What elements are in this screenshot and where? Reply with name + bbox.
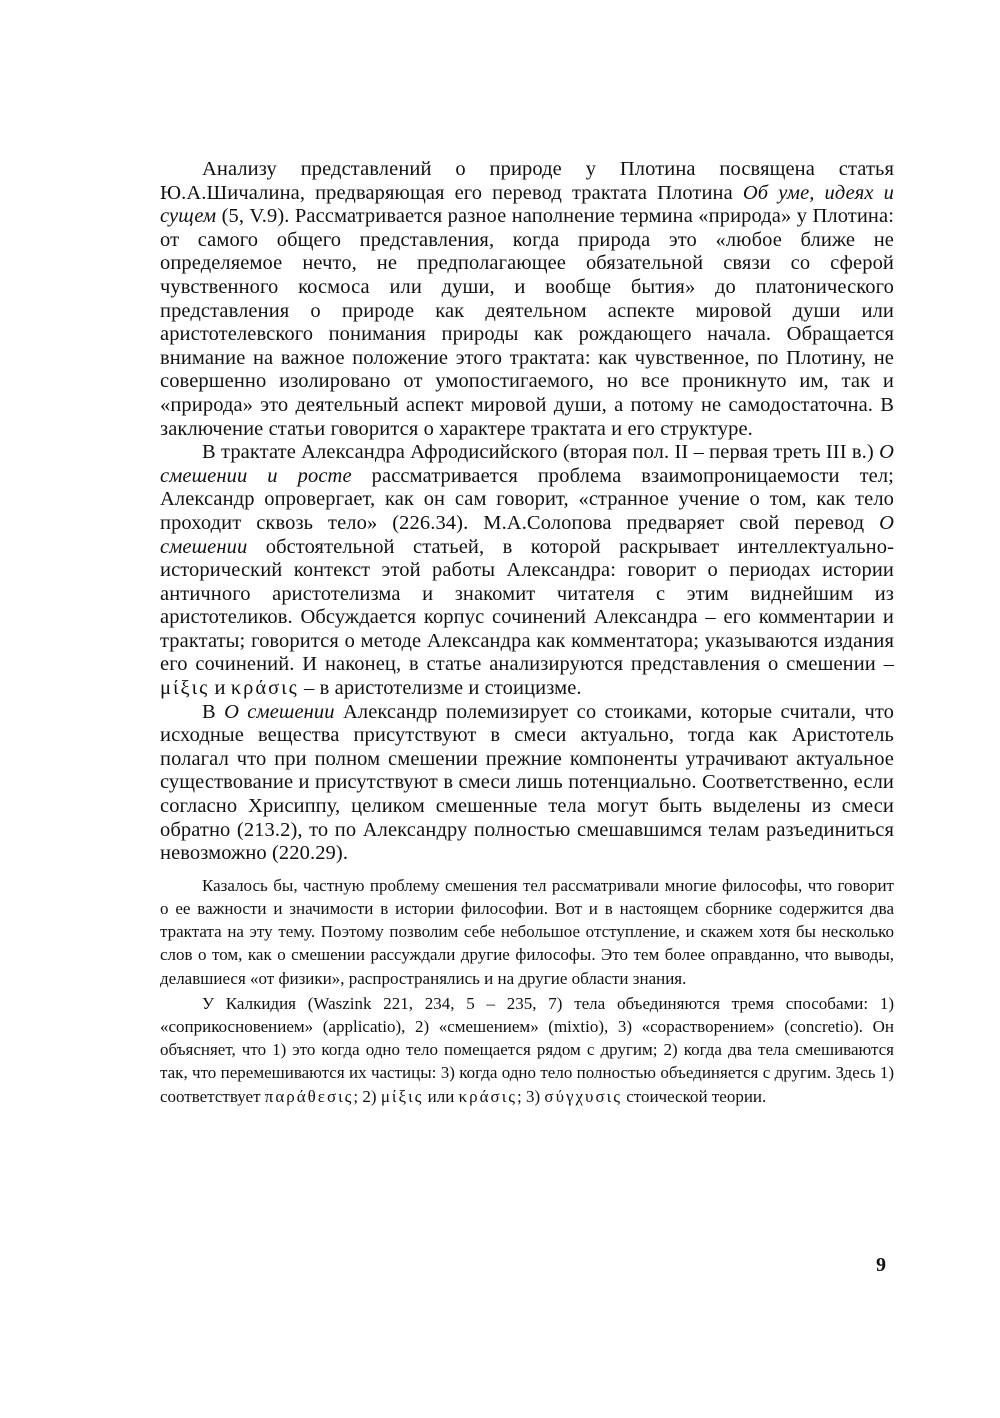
work-title: Об уме, идеях и сущем <box>160 181 894 228</box>
paragraph-text: – в аристотелизме и стоицизме. <box>298 677 582 700</box>
spacer <box>160 866 894 874</box>
greek-term: κράσις <box>458 1086 518 1106</box>
greek-term: μίξις <box>380 1086 424 1106</box>
work-title: О смешении <box>224 700 335 723</box>
paragraph-text: ; 2) <box>353 1086 381 1106</box>
paragraph-text: Александр полемизирует со стоиками, которые считали, что исходные вещества присутствуют в смеси актуально, тогда как Аристотель полагал что при полном смешении прежние компоненты утрачивают актуальное существование и присутствуют в смеси лишь потенциально. Соответственно, если согласно Хрисиппу, целиком смешенные тела могут быть выделены из смеси обратно (213.2), то по Александру полностью смешавшимся телам разъединиться невозможно (220.29). <box>160 700 894 865</box>
paragraph-text: В трактате Александра Афродисийского (вторая пол. II – первая треть III в.) <box>202 441 880 464</box>
paragraph-text: У Калкидия (Waszink 221, 234, 5 – 235, 7) тела объединяются тремя способами: 1) «соприкосновением» (applicatio), 2) «смешением» (mixtio), 3) «сорастворением» (concretio). Он объясняет, что 1) это когда одно тело помещается рядом с другим; 2) когда два тела смешиваются так, что перемешиваются их частицы: 3) когда одно тело полностью объединяется с другим. Здесь 1) соответствует <box>160 993 894 1106</box>
paragraph-digression: Казалось бы, частную проблему смешения тел рассматривали многие философы, что говорит о ее важности и значимости в истории философии. Вот и в настоящем сборнике содержится два трактата на эту тему. Поэтому позволим себе небольшое отступление, и скажем хотя бы несколько слов о том, как о смешении рассуждали другие философы. Это тем более оправданно, что выводы, делавшиеся «от физики», распространялись и на другие области знания. <box>160 875 894 988</box>
paragraph-alexander <box>160 441 894 701</box>
paragraph-text: ; 3) <box>517 1086 545 1106</box>
greek-term: μίξις <box>160 677 210 700</box>
greek-term: σύγχυσις <box>544 1086 622 1106</box>
work-title: О смешении и росте <box>160 441 894 487</box>
work-title: О смешении <box>160 511 894 558</box>
page-number: 9 <box>876 1254 886 1276</box>
paragraph-text: (5, V.9). Рассматривается разное наполнение термина «природа» у Плотина: от самого общего представления, когда природа это «любое ближе не определяемое нечто, не предполагающее обязательной связи со сферой чувственного космоса или души, и вообще бытия» до платонического представления о природе как деятельном аспекте мировой души или аристотелевского понимания природы как рождающего начала. Обращается внимание на важное положение этого трактата: как чувственное, по Плотину, не совершенно изолировано от умопостигаемого, но все проникнуто им, так и «природа» это деятельный аспект мировой души, а потому не самодостаточна. В заключение статьи говорится о характере трактата и его структуре. <box>160 205 894 440</box>
paragraph-text: и <box>209 677 231 700</box>
greek-term: κράσις <box>230 677 299 700</box>
paragraph-text: стоической теории. <box>621 1086 767 1106</box>
paragraph-text: рассматривается проблема взаимопроницаемости тел; Александр опровергает, как он сам говорит, «странное учение о том, как тело проходит сквозь тело» (226.34). М.А.Солопова предваряет свой перевод <box>160 464 894 534</box>
paragraph-text: В <box>202 700 225 723</box>
paragraph-text: обстоятельной статьей, в которой раскрывает интеллектуально-исторический контекст этой работы Александра: говорит о периодах истории античного аристотелизма и знакомит читателя с этим виднейшим из аристотеликов. Обсуждается корпус сочинений Александра – его комментарии и трактаты; говорится о методе Александра как комментатора; указываются издания его сочинений. И наконец, в статье анализируются представления о смешении – <box>160 535 894 676</box>
greek-term: παράθεσις <box>264 1086 354 1106</box>
paragraph-text: или <box>423 1086 459 1106</box>
paragraph-plotinus <box>160 158 894 441</box>
paragraph-calcidius <box>160 992 894 1108</box>
paragraph-text: Анализу представлений о природе у Плотина посвящена статья Ю.А.Шичалина, предваряющая его перевод трактата Плотина <box>160 158 894 204</box>
paragraph-mixing <box>160 701 894 866</box>
text-block <box>160 158 894 1108</box>
